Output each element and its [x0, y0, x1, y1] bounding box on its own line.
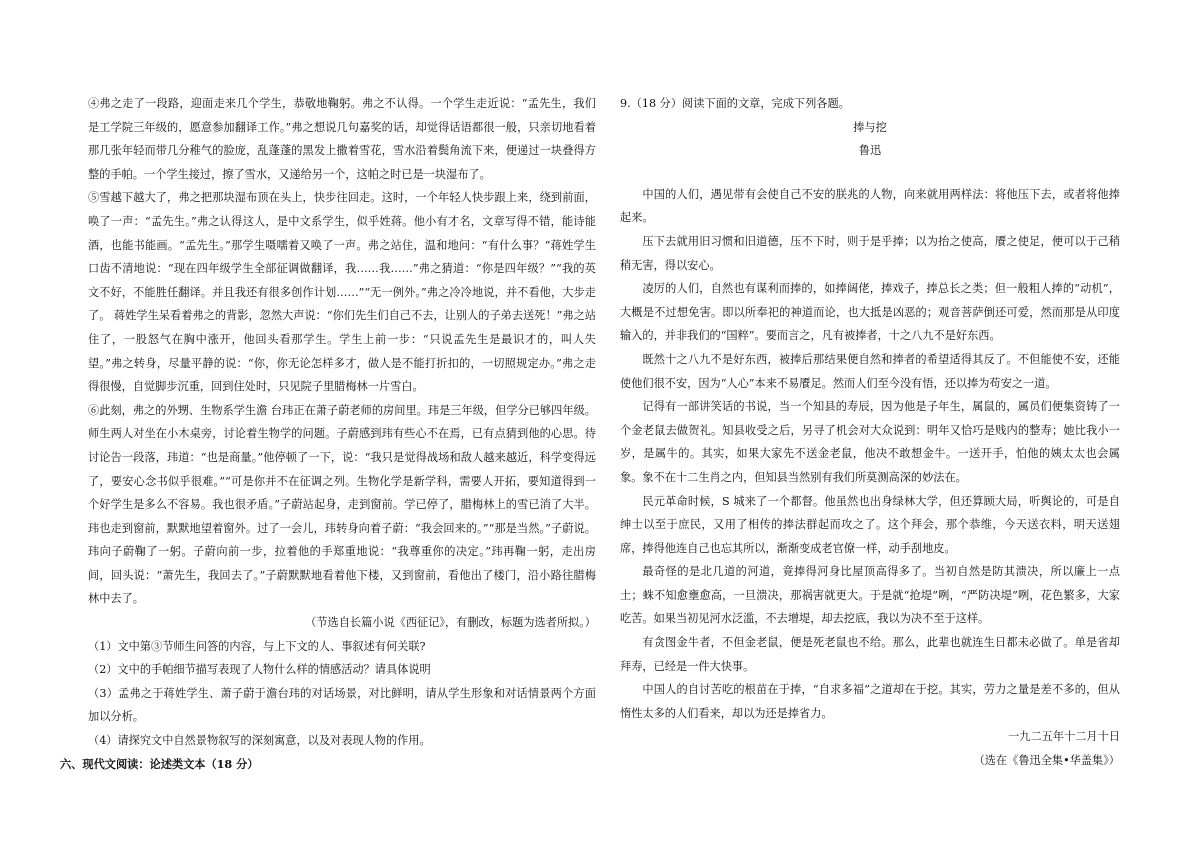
- story-paragraph-5: ⑤雪越下越大了，弗之把那块湿布顶在头上，快步往回走。这时，一个年轻人快步跟上来，绕到前面，唤了一声：“孟先生。”弗之认得这人，是中文系学生，似乎姓蒋。他小有才名，文章写得不错，能诗能酒，也能书能画。“孟先生。”那学生嗫嚅着又唤了一声。弗之站住，温和地问：“有什么事？”蒋姓学生口齿不清地说：“现在四年级学生全部征调做翻译，我……我……”弗之猜道：“你是四年级？”“我的英文不好，不能胜任翻译。并且我还有很多创作计划……”“无一例外。”弗之冷冷地说，并不看他，大步走了。 蒋姓学生呆看着弗之的背影，忽然大声说：“你们先生们自己不去，让别人的子弟去送死！”弗之站住了，一股怒气在胸中涨开，他回头看那学生。学生上前一步：“只说孟先生是最识才的，叫人失望。”弗之转身，尽量平静的说：“你，你无论怎样多才，做人是不能打折扣的，一切照规定办。”弗之走得很慢，自觉脚步沉重，回到住处时，只见院子里腊梅林一片雪白。: [88, 191, 596, 394]
- article-title: 捧与挖: [853, 120, 887, 134]
- article-paragraph: 既然十之八九不是好东西，被捧后那结果便自然和捧者的希望适得其反了。不但能使不安，还能使他们很不安，因为“人心”本来不易餍足。然而人们至今没有悟，还以捧为苟安之一道。: [620, 352, 1120, 390]
- article-source: （选在《鲁迅全集•华盖集》）: [973, 754, 1120, 768]
- article-paragraph: 中国人的自讨苦吃的根苗在于捧，“自求多福”之道却在于挖。其实，劳力之量是差不多的，但从惰性太多的人们看来，却以为还是捧省力。: [620, 683, 1120, 720]
- story-paragraph-6: ⑥此刻，弗之的外甥、生物系学生澹 台玮正在萧子蔚老师的房间里。玮是三年级，但学分已够四年级。师生两人对坐在小木桌旁，讨论着生物学的问题。子蔚感到玮有些心不在焉，已有点猜到他的心思。待讨论告一段落，玮道：“也是商量。”他停顿了一下，说：“我只是觉得战场和敌人越来越近，科学变得远了，要安心念书似乎很难。”“可是你并不在征调之列。生物化学是新学科，需要人开拓，要知道得到一个好学生是多么不容易。我也很矛盾。”子蔚站起身，走到窗前。学已停了，腊梅林上的雪已消了大半。玮也走到窗前，默默地望着窗外。过了一会儿，玮转身向着子蔚：“我会回来的。”“那是当然。”子蔚说。玮向子蔚鞠了一躬。子蔚向前一步，拉着他的手郑重地说：“我尊重你的决定。”玮再鞠一躬，走出房间，回头说：“萧先生，我回去了。”子蔚默默地看着他下楼，又到窗前，看他出了楼门，沿小路往腊梅林中去了。: [88, 403, 596, 606]
- article-paragraph: 凌厉的人们，自然也有谋利而捧的，如捧阔佬，捧戏子，捧总长之类；但一般粗人捧的“动机”，大概是不过想免害。即以所奉祀的神道而论，也大抵是凶恶的；观音菩萨倒还可爱，然而那是从印度输入的，并非我们的“国粹”。要而言之，凡有被捧者，十之八九不是好东西。: [620, 282, 1120, 343]
- article-paragraph: 中国的人们，遇见带有会使自己不安的朕兆的人物，向来就用两样法：将他压下去，或者将他捧起来。: [620, 187, 1120, 225]
- article-paragraph: 民元革命时候，S 城来了一个都督。他虽然也出身绿林大学，但还算顾大局，听舆论的，可是自绅士以至于庶民，又用了相传的捧法群起而攻之了。这个拜会，那个恭维，今天送衣料，明天送翅席，捧得他连自己也忘其所以，渐渐变成老官僚一样，动手刮地皮。: [620, 494, 1120, 555]
- section-heading: 六、现代文阅读：论述类文本（18 分）: [60, 756, 259, 771]
- question-1: （1）文中第③节师生问答的内容，与上下文的人、事叙述有何关联?: [88, 639, 426, 653]
- question-9-intro: 9.（18 分）阅读下面的文章，完成下列各题。: [620, 97, 850, 110]
- left-column: [60, 92, 596, 776]
- question-4: （4）请探究文中自然景物叙写的深刻寓意，以及对表现人物的作用。: [88, 734, 431, 748]
- article-paragraph: 最奇怪的是北几道的河道，竟捧得河身比屋顶高得多了。当初自然是防其溃决，所以廉上一点土；蛛不知愈壅愈高，一旦溃决，那祸害就更大。于是就“抢堤”咧，“严防决堤”咧，花色繁多，大家吃苦。如果当初见河水泛滥，不去增堤，却去挖底，我以为决不至于这样。: [620, 565, 1120, 626]
- spacer: [620, 163, 1120, 183]
- story-source-note: （节选自长篇小说《西征记》，有删改，标题为选者所拟。）: [305, 616, 596, 630]
- question-3: （3）孟弗之于蒋姓学生、萧子蔚于澹台玮的对话场景，对比鲜明，请从学生形象和对话情景两个方面加以分析。: [88, 686, 596, 724]
- article-paragraph: 压下去就用旧习惯和旧道德，压不下时，则于是乎捧；以为抬之使高，餍之使足，便可以于己稍稍无害，得以安心。: [620, 234, 1120, 272]
- question-2: （2）文中的手帕细节描写表现了人物什么样的情感活动？请具体说明: [88, 663, 431, 677]
- article-paragraph: 有贪图金牛者，不但金老鼠，便是死老鼠也不给。那么，此辈也就连生日都未必做了。单是省却拜寿，已经是一件大快事。: [620, 636, 1120, 673]
- right-column: [620, 92, 1120, 773]
- story-paragraph-4: ④弗之走了一段路，迎面走来几个学生，恭敬地鞠躬。弗之不认得。一个学生走近说：“孟先生，我们是工学院三年级的，愿意参加翻译工作。”弗之想说几句嘉奖的话，却觉得话语都很一般，只亲切地看着那几张年轻而带几分稚气的脸庞，乱蓬蓬的黑发上撒着雪花，雪水沿着鬓角流下来，便递过一块叠得方整的手帕。一个学生接过，擦了雪水，又递给另一个，这帕之时已是一块湿布了。: [88, 97, 596, 181]
- article-author: 鲁迅: [858, 144, 882, 158]
- article-date: 一九二五年十二月十日: [1008, 730, 1120, 744]
- article-paragraph: 记得有一部讲笑话的书说，当一个知县的寿辰，因为他是子年生，属鼠的，属员们便集资铸了一个金老鼠去做贺礼。知县收受之后，另寻了机会对大众说到：明年又恰巧是贱内的整寿；她比我小一岁，是属牛的。其实，如果大家先不送金老鼠，他决不敢想金牛。一送开手，怕他的姨太太也会属象。象不在十二生肖之内，但知县当然别有我们所莫测高深的妙法在。: [620, 400, 1120, 484]
